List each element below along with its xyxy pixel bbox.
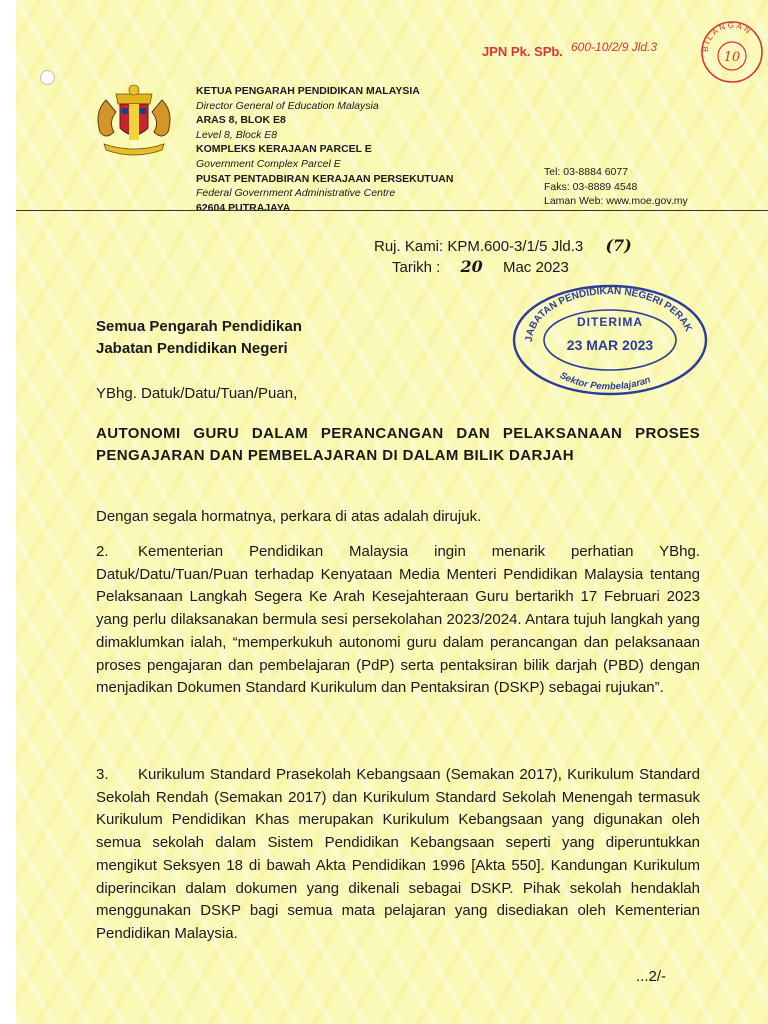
- address-complex: KOMPLEKS KERAJAAN PARCEL E: [196, 143, 372, 156]
- paragraph-2-text: Kementerian Pendidikan Malaysia ingin menarik perhatian YBhg. Datuk/Datu/Tuan/Puan terhadap Kenyataan Media Menteri Pendidikan Malaysia tentang Pelaksanaan Langkah Segera Ke Arah Kesejahteraan Guru bertarikh 17 Februari 2023 yang perlu dilaksanakan bermula sesi persekolahan 2023/2024. Antara tujuh langkah yang dimaklumkan ialah, “memperkukuh autonomi guru dalam perancangan dan pelaksanaan proses pengajaran dan pembelajaran (PdP) serta pentaksiran bilik darjah (PBD) dengan menjadikan Dokumen Standard Kurikulum dan Pentaksiran (DSKP) sebagai rujukan”.: [96, 543, 700, 697]
- letter-page: [16, 0, 768, 1024]
- paragraph-3: [96, 764, 700, 946]
- bilangan-value: 10: [723, 50, 741, 65]
- stamp-top-text: JABATAN PENDIDIKAN NEGERI PERAK: [523, 285, 694, 343]
- contact-block: [544, 165, 688, 209]
- continuation-marker: ...2/-: [636, 968, 667, 985]
- website: Laman Web: www.moe.gov.my: [544, 195, 688, 208]
- recipient-block: [96, 316, 302, 360]
- salutation: YBhg. Datuk/Datu/Tuan/Puan,: [96, 385, 298, 402]
- address-level: ARAS 8, BLOK E8: [196, 114, 286, 127]
- stamp-date: 23 MAR 2023: [566, 337, 654, 353]
- tarikh-month-year: Mac 2023: [502, 259, 569, 276]
- fax: Faks: 03-8889 4548: [544, 180, 638, 193]
- issuer-title: KETUA PENGARAH PENDIDIKAN MALAYSIA: [196, 85, 420, 97]
- reference-block: [374, 236, 632, 278]
- coat-of-arms-logo: [84, 82, 184, 162]
- recipient-line-2: Jabatan Pendidikan Negeri: [96, 340, 288, 357]
- issuer-address-block: [196, 84, 453, 215]
- stamp-received-label: DITERIMA: [577, 315, 643, 329]
- address-postcode: 62604 PUTRAJAYA: [196, 201, 291, 214]
- ruj-value: KPM.600-3/1/5 Jld.3: [447, 238, 584, 255]
- intro-paragraph: Dengan segala hormatnya, perkara di atas adalah dirujuk.: [96, 508, 482, 525]
- filing-number-handwritten: 600-10/2/9 Jld.3: [571, 40, 658, 54]
- ruj-label: Ruj. Kami:: [374, 238, 444, 255]
- issuer-title-en: Director General of Education Malaysia: [196, 99, 379, 112]
- recipient-line-1: Semua Pengarah Pendidikan: [96, 318, 302, 335]
- reference-row: [374, 236, 632, 257]
- punch-hole: [40, 70, 55, 85]
- received-stamp: [510, 282, 710, 397]
- filing-stamp: JPN Pk. SPb.: [482, 44, 563, 59]
- paragraph-3-text: Kurikulum Standard Prasekolah Kebangsaan (Semakan 2017), Kurikulum Standard Sekolah Rendah (Semakan 2017) dan Kurikulum Standard Sekolah Menengah termasuk Kurikulum Pendidikan Khas merupakan Kurikulum Kebangsaan yang digunakan oleh semua sekolah dalam Sistem Pendidikan Kebangsaan seperti yang diperuntukkan mengikut Seksyen 18 di bawah Akta Pendidikan 1996 [Akta 550]. Kandungan Kurikulum diperincikan dalam dokumen yang dikenali sebagai DSKP. Pihak sekolah hendaklah menggunakan DSKP bagi semua mata pelajaran yang disediakan oleh Kementerian Pendidikan Malaysia.: [96, 766, 700, 942]
- address-level-en: Level 8, Block E8: [196, 128, 278, 141]
- address-complex-en: Government Complex Parcel E: [196, 157, 341, 170]
- header-divider: [16, 210, 768, 211]
- address-centre: PUSAT PENTADBIRAN KERAJAAN PERSEKUTUAN: [196, 172, 454, 185]
- address-centre-en: Federal Government Administrative Centre: [196, 187, 396, 200]
- stamp-bottom-text: Sektor Pembelajaran: [557, 370, 653, 393]
- date-row: [392, 257, 632, 278]
- tarikh-label: Tarikh :: [392, 259, 441, 276]
- paragraph-3-number: 3.: [96, 766, 109, 783]
- tarikh-day-handwritten: 20: [460, 257, 483, 276]
- bilangan-stamp: [698, 18, 766, 86]
- paragraph-2-number: 2.: [96, 543, 109, 560]
- paragraph-2: [96, 541, 700, 700]
- letter-subject: AUTONOMI GURU DALAM PERANCANGAN DAN PELAKSANAAN PROSES PENGAJARAN DAN PEMBELAJARAN DI DALAM BILIK DARJAH: [96, 425, 700, 464]
- bilangan-label: BILANGAN: [700, 20, 754, 53]
- telephone: Tel: 03-8884 6077: [544, 166, 629, 178]
- ruj-handwritten: (7): [605, 236, 632, 255]
